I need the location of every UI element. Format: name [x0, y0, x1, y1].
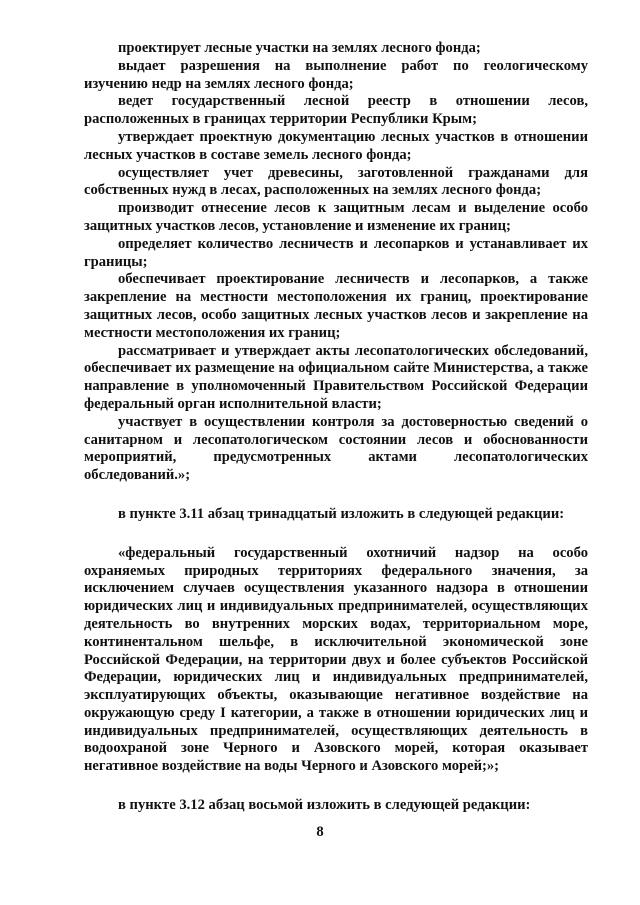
list-item-timber-accounting: осуществляет учет древесины, заготовленной гражданами для собственных нужд в лесах, расположенных на землях лесного фонда;: [84, 164, 588, 199]
list-item-control: участвует в осуществлении контроля за достоверностью сведений о санитарном и лесопатологическом состоянии лесов и обоснованности мероприятий, предусмотренных актами лесопатологических обследований.»;: [84, 413, 588, 484]
instruction-paragraph: в пункте 3.12 абзац восьмой изложить в следующей редакции:: [118, 797, 531, 814]
list-item-forestry-design: обеспечивает проектирование лесничеств и лесопарков, а также закрепление на местности местоположения их границ, проектирование защитных лесов, особо защитных лесных участков лесов и закрепление на местности местоположения их границ;: [84, 271, 588, 341]
list-item-pathology-acts: рассматривает и утверждает акты лесопатологических обследований, обеспечивает их размещение на официальном сайте Министерства, а также направление в уполномоченный Правительством Российской Федерации федеральный орган исполнительной власти;: [84, 342, 588, 412]
list-item-protective-forests: производит отнесение лесов к защитным лесам и выделение особо защитных участков лесов, установление и изменение их границ;: [84, 200, 588, 234]
list-item-forestry-count: определяет количество лесничеств и лесопарков и устанавливает их границы;: [84, 235, 588, 270]
list-item-registry: ведет государственный лесной реестр в отношении лесов, расположенных в границах территории Республики Крым;: [84, 93, 588, 128]
instruction-paragraph: в пункте 3.11 абзац тринадцатый изложить в следующей редакции:: [118, 505, 565, 522]
quote-paragraph: «федеральный государственный охотничий надзор на особо охраняемых природных территориях федерального значения, за исключением случаев осуществления указанного надзора в отношении юридических лиц и индивидуальных предпринимателей, осуществляющих деятельность во внутренних морских водах, территориальном море, континентальном шельфе, в исключительной экономической зоне Российской Федерации, на территории двух и более субъектов Российской Федерации, юридических лиц и индивидуальных предпринимателей, эксплуатирующих объекты, оказывающие негативное воздействие на окружающую среду I категории, а также в отношении юридических лиц и индивидуальных предпринимателей, осуществляющих деятельность в водоохраной зоне Черного и Азовского морей, которая оказывает негативное воздействие на воды Черного и Азовского морей;»;: [84, 544, 588, 775]
list-item-design: проектирует лесные участки на землях лесного фонда;: [118, 40, 481, 56]
page-number: 8: [316, 824, 324, 840]
list-item-permits: выдает разрешения на выполнение работ по геологическому изучению недр на землях лесного фонда;: [84, 57, 588, 92]
body-text: [84, 40, 588, 815]
list-item-project-docs: утверждает проектную документацию лесных участков в отношении лесных участков в составе земель лесного фонда;: [84, 128, 588, 163]
